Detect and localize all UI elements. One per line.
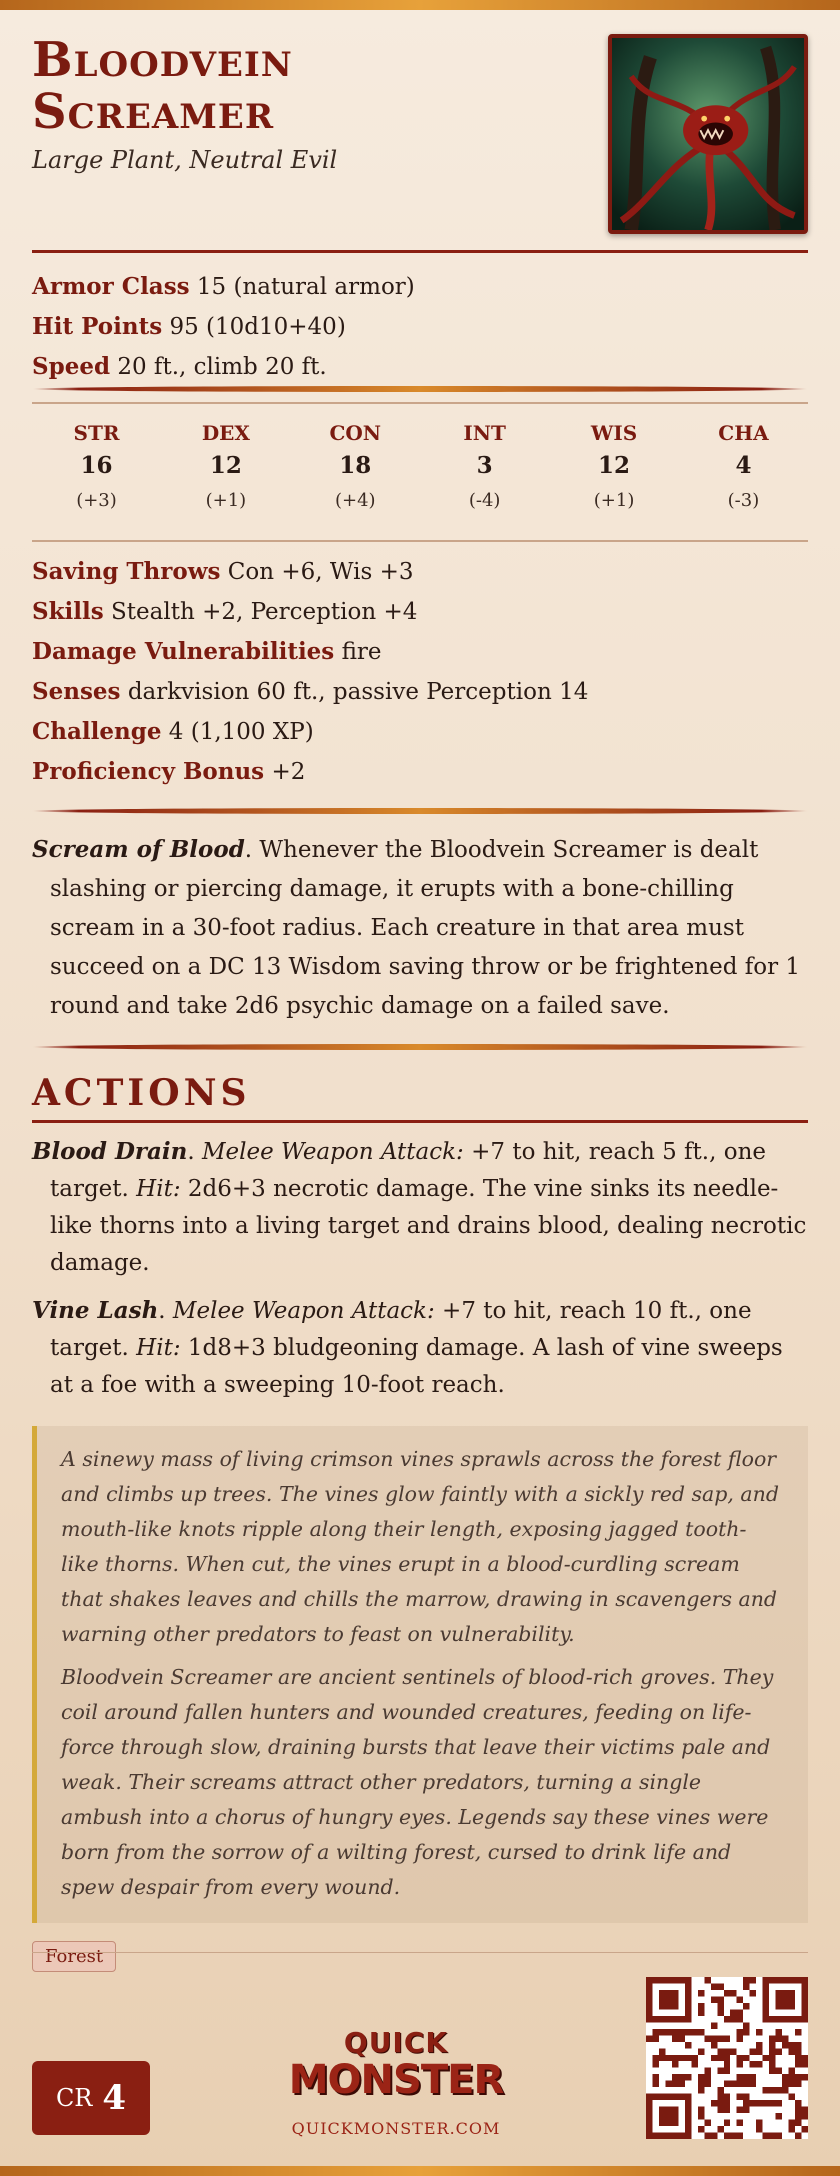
ability-score: 3: [476, 452, 493, 479]
ability-modifier: (-3): [727, 490, 760, 511]
creature-portrait: [608, 34, 808, 234]
trait-name: Scream of Blood: [32, 836, 245, 863]
environment-tag[interactable]: Forest: [32, 1941, 116, 1972]
action-blood-drain: Blood Drain. Melee Weapon Attack: +7 to hit, reach 5 ft., one target. Hit: 2d6+3 necrotic damage. The vine sinks its needle-like thorns into a living target and drains blood, dealing necrotic damage.: [32, 1138, 807, 1276]
website-link[interactable]: QUICKMONSTER.COM: [291, 2119, 501, 2138]
armor-class: [32, 267, 808, 307]
lore-paragraph: A sinewy mass of living crimson vines sprawls across the forest floor and climbs up trees. The vines glow faintly with a sickly red sap, and mouth-like knots ripple along their length, exposing jagged tooth-like thorns. When cut, the vines erupt in a blood-curdling scream that shakes leaves and chills the marrow, drawing in scavengers and warning other predators to feast on vulnerability.: [61, 1447, 779, 1646]
ability-wis: [550, 418, 679, 530]
lore-description: [32, 1426, 808, 1923]
attack-details: +7 to hit, reach 5 ft., one target.: [50, 1139, 767, 1202]
hit-details: 2d6+3 necrotic damage. The vine sinks its needle-like thorns into a living target and drains blood, dealing necrotic damage.: [50, 1176, 807, 1276]
action-name: Vine Lash: [32, 1297, 159, 1324]
secondary-stats: [32, 542, 808, 808]
top-accent-bar: [0, 0, 840, 10]
bottom-accent-bar: [0, 2166, 840, 2176]
stat-block: [32, 10, 808, 1972]
ability-label: INT: [463, 421, 506, 445]
creature-name: [32, 34, 592, 138]
stat-value: Stealth +2, Perception +4: [111, 599, 418, 625]
qr-code[interactable]: [646, 1977, 808, 2139]
logo-line1: QUICK: [343, 2026, 449, 2059]
traits: [32, 814, 808, 1044]
stat-label: Saving Throws: [32, 558, 221, 585]
footer: [32, 1952, 808, 2156]
trait-scream-of-blood: [32, 830, 808, 1026]
stat-value: 20 ft., climb 20 ft.: [117, 354, 327, 380]
skills: [32, 592, 808, 632]
ability-score: 16: [80, 452, 113, 479]
stat-label: Armor Class: [32, 273, 190, 300]
hit-label: Hit:: [136, 1176, 181, 1202]
ability-int: [420, 418, 549, 530]
action-vine-lash: Vine Lash. Melee Weapon Attack: +7 to hit, reach 10 ft., one target. Hit: 1d8+3 bludgeoning damage. A lash of vine sweeps at a foe with a sweeping 10-foot reach.: [32, 1297, 783, 1398]
damage-vulnerabilities: [32, 632, 808, 672]
ability-dex: [161, 418, 290, 530]
ability-score: 12: [598, 452, 631, 479]
stat-value: Con +6, Wis +3: [227, 559, 414, 585]
stat-label: Proficiency Bonus: [32, 758, 265, 785]
hit-points: [32, 307, 808, 347]
ability-str: [32, 418, 161, 530]
cr-value: 4: [102, 2078, 127, 2118]
lore-paragraph: Bloodvein Screamer are ancient sentinels of blood-rich groves. They coil around fallen hunters and wounded creatures, feeding on life-force through slow, draining bursts that leave their victims pale and weak. Their screams attract other predators, turning a single ambush into a chorus of hungry eyes. Legends say these vines were born from the sorrow of a wilting forest, cursed to drink life and spew despair from every wound.: [61, 1665, 774, 1899]
qr-code-icon: [646, 1977, 808, 2139]
stat-value: 4 (1,100 XP): [168, 719, 314, 745]
spacer: [32, 392, 808, 402]
creature-name-line2: Screamer: [32, 84, 275, 140]
ability-label: WIS: [590, 421, 638, 445]
stat-label: Senses: [32, 678, 121, 705]
creature-type: Large Plant, Neutral Evil: [32, 146, 338, 174]
attack-details: +7 to hit, reach 10 ft., one target.: [50, 1298, 752, 1361]
ability-modifier: (+4): [334, 490, 376, 511]
ability-label: CHA: [718, 421, 769, 445]
ability-scores: [32, 404, 808, 540]
logo-line2: MONSTER: [288, 2057, 504, 2103]
speed: [32, 347, 808, 387]
stat-label: Speed: [32, 353, 111, 380]
creature-header: [32, 10, 808, 250]
proficiency-bonus: [32, 752, 808, 792]
creature-name-line1: Bloodvein: [32, 32, 293, 88]
stat-label: Damage Vulnerabilities: [32, 638, 335, 665]
stat-value: darkvision 60 ft., passive Perception 14: [127, 679, 589, 705]
ability-con: [291, 418, 420, 530]
ability-score: 18: [339, 452, 372, 479]
stat-value: 15 (natural armor): [196, 274, 415, 300]
cr-label: CR: [55, 2084, 93, 2112]
challenge-rating-badge: [32, 2061, 150, 2135]
stat-value: 95 (10d10+40): [169, 314, 346, 340]
stat-label: Skills: [32, 598, 104, 625]
ability-modifier: (+1): [593, 490, 635, 511]
attack-type: Melee Weapon Attack:: [202, 1139, 464, 1165]
stat-value: +2: [271, 759, 306, 785]
ability-modifier: (-4): [468, 490, 501, 511]
stat-label: Hit Points: [32, 313, 163, 340]
stat-label: Challenge: [32, 718, 162, 745]
hit-details: 1d8+3 bludgeoning damage. A lash of vine sweeps at a foe with a sweeping 10-foot reach.: [50, 1335, 783, 1398]
basic-stats: [32, 253, 808, 386]
ability-modifier: (+3): [76, 490, 117, 511]
ability-cha: [679, 418, 808, 530]
actions-heading: ACTIONS: [32, 1072, 251, 1114]
ability-label: STR: [73, 421, 120, 445]
trait-text: . Whenever the Bloodvein Screamer is dealt slashing or piercing damage, it erupts with a bone-chilling scream in a 30-foot radius. Each creature in that area must succeed on a DC 13 Wisdom saving throw or be frightened for 1 round and take 2d6 psychic damage on a failed save.: [50, 837, 801, 1019]
hit-label: Hit:: [136, 1335, 181, 1361]
ability-label: DEX: [201, 421, 250, 445]
ability-modifier: (+1): [205, 490, 247, 511]
ability-score: 4: [735, 452, 752, 479]
saving-throws: [32, 552, 808, 592]
attack-type: Melee Weapon Attack:: [172, 1298, 435, 1324]
ability-score: 12: [209, 452, 242, 479]
ability-label: CON: [329, 421, 382, 445]
senses: [32, 672, 808, 712]
challenge: [32, 712, 808, 752]
vine-monster-illustration: [612, 38, 804, 230]
stat-value: fire: [341, 639, 382, 665]
action-name: Blood Drain: [32, 1138, 188, 1165]
quickmonster-logo[interactable]: [276, 2027, 516, 2147]
divider: [32, 1120, 808, 1123]
